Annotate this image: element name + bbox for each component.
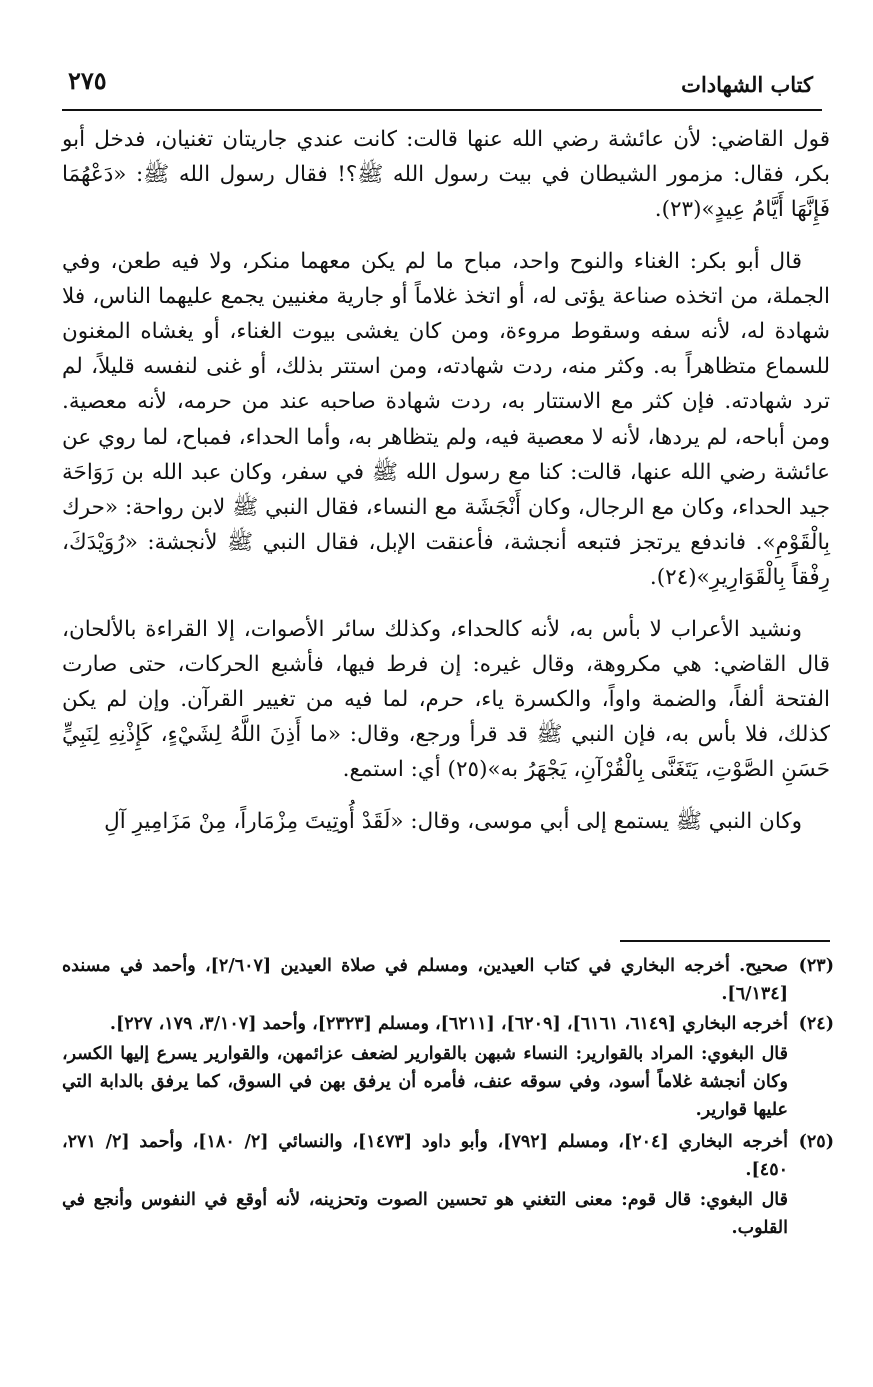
paragraph: قال أبو بكر: الغناء والنوح واحد، مباح ما لم يكن معهما منكر، ولا فيه طعن، وفي الجملة، من اتخذه صناعة يؤتى له، أو اتخذ غلاماً أو جارية مغنيين يجمع عليهما الناس، فلا شهادة له، لأنه سفه وسقوط مروءة، ومن كان يغشى بيوت الغناء، أو يغشاه المغنون للسماع متظاهراً به. وكثر منه، ردت شهادته، ومن استتر بذلك، أو غنى لنفسه قليلاً، لم ترد شهادته. فإن كثر مع الاستتار به، ردت شهادة صاحبه عند من حرمه، لأنه معصية. ومن أباحه، لم يردها، لأنه لا معصية فيه، ولم يتظاهر به، وأما الحداء، فمباح، لما روي عن عائشة رضي الله عنها، قالت: كنا مع رسول الله ﷺ في سفر، وكان عبد الله بن رَوَاحَة جيد الحداء، وكان مع الرجال، وكان أَنْجَشَة مع النساء، فقال النبي ﷺ لابن رواحة: «حرك بِالْقَوْمِ». فاندفع يرتجز فتبعه أنجشة، فأعنقت الإبل، فقال النبي ﷺ لأنجشة: «رُوَيْدَكَ، رِفْقاً بِالْقَوَارِيرِ»(٢٤). (62, 248, 830, 591)
paragraph: قول القاضي: لأن عائشة رضي الله عنها قالت: كانت عندي جاريتان تغنيان، فدخل أبو بكر، فقال: مزمور الشيطان في بيت رسول الله ﷺ؟! فقال رسول الله ﷺ: «دَعْهُمَا فَإِنَّهَا أَيَّامُ عِيدٍ»(٢٣). (62, 127, 830, 223)
footnote-commentary: قال البغوي: قال قوم: معنى التغني هو تحسين الصوت وتحزينه، لأنه أوقع في النفوس وأنجع في القلوب. (62, 1190, 788, 1238)
footnote-commentary: قال البغوي: المراد بالقوارير: النساء شبهن بالقوارير لضعف عزائمهن، والقوارير يسرع إليها الكسر، وكان أنجشة غلاماً أسود، وفي سوقه عنف، فأمره أن يرفق بهن في السوق، كما يرفق بالدابة التي عليها قوارير. (62, 1044, 788, 1120)
footnotes (62, 952, 834, 1246)
paragraph: وكان النبي ﷺ يستمع إلى أبي موسى، وقال: «لَقَدْ أُوتِيتَ مِزْمَاراً، مِنْ مَزَامِيرِ آلِ (104, 808, 802, 834)
footnote-separator (620, 940, 830, 942)
footnote (62, 1128, 834, 1184)
running-title: كتاب الشهادات (681, 72, 813, 97)
footnote-text: صحيح. أخرجه البخاري في كتاب العيدين، ومسلم في صلاة العيدين [٢/٦٠٧]، وأحمد في مسنده [٦/١٣٤]. (62, 956, 788, 1004)
paragraph: ونشيد الأعراب لا بأس به، لأنه كالحداء، وكذلك سائر الأصوات، إلا القراءة بالألحان، قال القاضي: هي مكروهة، وقال غيره: إن فرط فيها، فأشبع الحركات، حتى صارت الفتحة ألفاً، والضمة واواً، والكسرة ياء، حرم، لما فيه من تغيير القرآن. وإن لم يكن كذلك، فلا بأس به، فإن النبي ﷺ قد قرأ ورجع، وقال: «ما أَذِنَ اللَّهُ لِشَيْءٍ، كَإِذْنِهِ لِنَبِيٍّ حَسَنِ الصَّوْتِ، يَتَغَنَّى بِالْقُرْآنِ، يَجْهَرُ به»(٢٥) أي: استمع. (62, 616, 830, 783)
footnote (62, 1010, 834, 1038)
footnote-number: (٢٥) (798, 1132, 834, 1152)
header-rule (62, 109, 822, 111)
footnote-number: (٢٣) (798, 956, 834, 976)
footnote-text: أخرجه البخاري [٦١٤٩، ٦١٦١]، [٦٢٠٩]، [٦٢١١]، ومسلم [٢٣٢٣]، وأحمد [٣/١٠٧، ١٧٩، ٢٢٧]. (109, 1014, 788, 1034)
footnote-text: أخرجه البخاري [٢٠٤]، ومسلم [٧٩٢]، وأبو داود [١٤٧٣]، والنسائي [٢/ ١٨٠]، وأحمد [٢/ ٢٧١، ٤٥٠]. (62, 1132, 789, 1180)
footnote-number: (٢٤) (798, 1014, 834, 1034)
page-number: ٢٧٥ (68, 66, 107, 95)
footnote (62, 952, 834, 1008)
main-text (62, 122, 830, 855)
